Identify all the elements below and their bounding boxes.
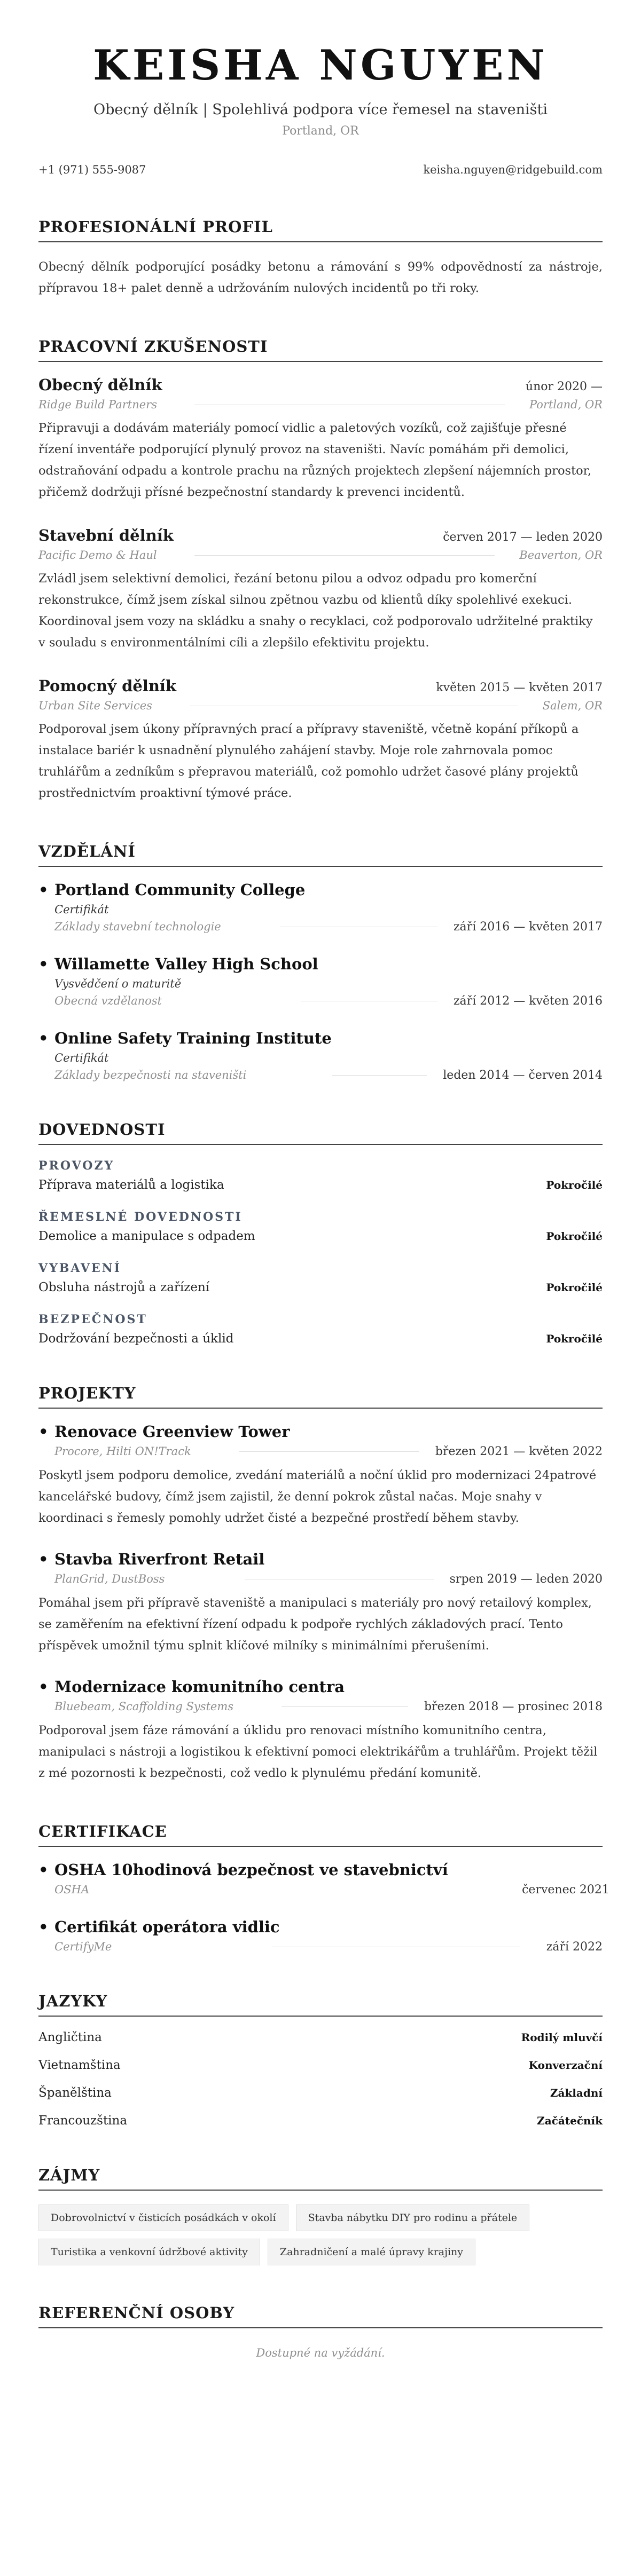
profile-text: Obecný dělník podporující posádky betonu a rámování s 99% odpovědností za nástroje, přípravou 18+ palet denně a udržováním nulových incidentů po tři roky.: [38, 259, 603, 295]
project-name: Renovace Greenview Tower: [54, 1422, 290, 1441]
education-dates: leden 2014 — červen 2014: [443, 1068, 603, 1082]
education-dates: září 2016 — květen 2017: [453, 920, 603, 934]
projects-section: [38, 1384, 603, 1784]
degree: Vysvědčení o maturitě: [54, 977, 182, 990]
education-entry: [38, 955, 603, 1008]
skill-row: [38, 1332, 603, 1346]
bullet-icon: •: [38, 1550, 49, 1568]
education-entry: [38, 881, 603, 934]
bullet-icon: •: [38, 1677, 49, 1696]
language-name: Angličtina: [38, 2030, 102, 2044]
leader-line: [239, 1451, 419, 1452]
job-title: Pomocný dělník: [38, 676, 177, 695]
job-company: Ridge Build Partners: [38, 398, 157, 411]
leader-line: [332, 1075, 427, 1076]
job-entry: [38, 526, 603, 653]
job-location: Portland, OR: [529, 398, 603, 411]
references-section: [38, 2304, 603, 2359]
section-title: PRACOVNÍ ZKUŠENOSTI: [38, 337, 603, 362]
skill-name: Obsluha nástrojů a zařízení: [38, 1280, 210, 1294]
project-description: Podporoval jsem fáze rámování a úklidu pro renovaci místního komunitního centra, manipulaci s nástroji a logistikou k efektivní pomoci elektrikářům a truhlářům. Projekt těžil z mé pozornosti k bezpečnosti, což vedlo k plynulému předání komunitě.: [38, 1723, 598, 1780]
skill-name: Dodržování bezpečnosti a úklid: [38, 1331, 234, 1346]
project-dates: srpen 2019 — leden 2020: [449, 1572, 603, 1586]
school-name: Online Safety Training Institute: [54, 1029, 332, 1047]
experience-section: [38, 337, 603, 804]
project-entry: [38, 1678, 603, 1784]
language-row: [38, 2086, 603, 2100]
education-dates: září 2012 — květen 2016: [453, 994, 603, 1008]
language-level: Začátečník: [537, 2114, 603, 2127]
school-name: Willamette Valley High School: [54, 954, 318, 973]
phone-number: +1 (971) 555-9087: [38, 163, 146, 176]
leader-line: [282, 1706, 408, 1707]
skill-name: Demolice a manipulace s odpadem: [38, 1229, 255, 1243]
profile-section: [38, 218, 603, 299]
project-tools: PlanGrid, DustBoss: [54, 1572, 165, 1585]
project-tools: Procore, Hilti ON!Track: [54, 1444, 191, 1458]
language-name: Francouzština: [38, 2113, 128, 2128]
language-row: [38, 2114, 603, 2128]
interest-tag: Zahradničení a malé úpravy krajiny: [268, 2239, 475, 2265]
job-dates: únor 2020 —: [525, 380, 603, 393]
job-dates: červen 2017 — leden 2020: [443, 530, 603, 544]
project-description: Pomáhal jsem při přípravě staveniště a manipulaci s materiály pro nový retailový komplex, se zaměřením na efektivní řízení odpadu k podpoře rychlých základových prací. Tento příspěvek umožnil týmu splnit klíčové milníky s minimálními přerušeními.: [38, 1595, 592, 1653]
project-name: Modernizace komunitního centra: [54, 1677, 345, 1696]
references-text: Dostupné na vyžádání.: [256, 2346, 385, 2359]
interest-tag: Stavba nábytku DIY pro rodinu a přátele: [296, 2204, 530, 2231]
language-name: Španělština: [38, 2085, 112, 2100]
skills-section: [38, 1120, 603, 1346]
bullet-icon: •: [38, 1029, 49, 1047]
certification-entry: [38, 1860, 609, 1897]
job-entry: [38, 376, 603, 503]
bullet-icon: •: [38, 954, 49, 973]
skill-category: VYBAVENÍ: [38, 1261, 122, 1275]
certification-name: Certifikát operátora vidlic: [54, 1917, 280, 1936]
job-description: Připravuji a dodávám materiály pomocí vidlic a paletových vozíků, což zajišťuje přesné řízení inventáře podporující plynulý provoz na staveništi. Navíc pomáhám při demolici, odstraňování odpadu a kontrole prachu na různých projektech zlepšení nájemních prostor, přičemž dodržuji přísné bezpečnostní standardy k prevenci incidentů.: [38, 421, 592, 499]
job-company: Urban Site Services: [38, 699, 152, 712]
degree: Certifikát: [54, 1051, 109, 1064]
field-of-study: Obecná vzdělanost: [54, 994, 162, 1007]
interests-section: [38, 2166, 603, 2265]
skill-row: [38, 1281, 603, 1294]
candidate-location: Portland, OR: [282, 124, 359, 138]
section-title: PROFESIONÁLNÍ PROFIL: [38, 218, 603, 242]
field-of-study: Základy bezpečnosti na staveništi: [54, 1068, 247, 1081]
certification-issuer: OSHA: [54, 1883, 90, 1896]
job-description: Zvládl jsem selektivní demolici, řezání betonu pilou a odvoz odpadu pro komerční rekonstrukce, čímž jsem získal silnou zpětnou vazbu od klientů díky spolehlivé exekuci. Koordinoval jsem vozy na skládku a snahy o recyklaci, což podporovalo udržitelné praktiky v souladu s environmentálními cíli a zlepšilo efektivitu projektu.: [38, 571, 593, 650]
certification-name: OSHA 10hodinová bezpečnost ve stavebnictví: [54, 1860, 448, 1879]
languages-section: [38, 1992, 603, 2128]
resume-header: [38, 42, 603, 138]
job-title: Stavební dělník: [38, 526, 174, 544]
education-entry: [38, 1029, 603, 1082]
candidate-tagline: Obecný dělník | Spolehlivá podpora více řemesel na staveništi: [93, 101, 548, 118]
skill-row: [38, 1229, 603, 1243]
language-row: [38, 2030, 603, 2044]
job-entry: [38, 677, 603, 804]
education-section: [38, 842, 603, 1082]
section-title: PROJEKTY: [38, 1384, 603, 1409]
bullet-icon: •: [38, 1860, 49, 1879]
section-title: DOVEDNOSTI: [38, 1120, 603, 1145]
skill-level: Pokročilé: [546, 1332, 603, 1345]
project-description: Poskytl jsem podporu demolice, zvedání materiálů a noční úklid pro modernizaci 24patrové kancelářské budovy, čímž jsem zajistil, že denní pokrok zůstal načas. Moje snahy v koordinaci s řemesly pomohly udržet čisté a bezpečné prostředí během stavby.: [38, 1468, 597, 1525]
interest-tags: [38, 2204, 603, 2265]
skill-category: PROVOZY: [38, 1158, 115, 1173]
skill-category: ŘEMESLNÉ DOVEDNOSTI: [38, 1210, 243, 1224]
section-title: VZDĚLÁNÍ: [38, 842, 603, 867]
project-name: Stavba Riverfront Retail: [54, 1550, 265, 1568]
certification-issuer: CertifyMe: [54, 1940, 112, 1953]
certification-entry: [38, 1918, 603, 1954]
language-level: Základní: [550, 2086, 603, 2099]
job-company: Pacific Demo & Haul: [38, 548, 157, 562]
degree: Certifikát: [54, 903, 109, 916]
interest-tag: Dobrovolnictví v čisticích posádkách v okolí: [38, 2204, 288, 2231]
contact-row: [38, 163, 603, 176]
job-title: Obecný dělník: [38, 375, 162, 394]
skill-level: Pokročilé: [546, 1281, 603, 1294]
language-level: Rodilý mluvčí: [521, 2030, 603, 2044]
job-location: Beaverton, OR: [519, 548, 603, 562]
field-of-study: Základy stavební technologie: [54, 920, 221, 933]
project-dates: březen 2021 — květen 2022: [435, 1444, 603, 1458]
skill-name: Příprava materiálů a logistika: [38, 1178, 224, 1192]
skill-level: Pokročilé: [546, 1178, 603, 1191]
candidate-name: KEISHA NGUYEN: [93, 41, 548, 90]
bullet-icon: •: [38, 880, 49, 899]
certification-date: červenec 2021: [522, 1883, 609, 1897]
certifications-section: [38, 1822, 609, 1954]
bullet-icon: •: [38, 1917, 49, 1936]
job-description: Podporoval jsem úkony přípravných prací a přípravy staveniště, včetně kopání příkopů a instalace bariér k usnadnění plynulého zahájení stavby. Moje role zahrnovala pomoc truhlářům a zedníkům s přepravou materiálů, což pomohlo udržet časové plány projektů prostřednictvím proaktivní týmové práce.: [38, 722, 579, 800]
skill-row: [38, 1178, 603, 1192]
section-title: CERTIFIKACE: [38, 1822, 603, 1847]
language-name: Vietnamština: [38, 2058, 121, 2072]
section-title: REFERENČNÍ OSOBY: [38, 2304, 603, 2328]
section-title: JAZYKY: [38, 1992, 603, 2017]
project-tools: Bluebeam, Scaffolding Systems: [54, 1700, 234, 1713]
project-entry: [38, 1423, 603, 1529]
job-dates: květen 2015 — květen 2017: [436, 681, 603, 694]
bullet-icon: •: [38, 1422, 49, 1441]
email-address: keisha.nguyen@ridgebuild.com: [423, 163, 603, 176]
section-title: ZÁJMY: [38, 2166, 603, 2191]
skill-category: BEZPEČNOST: [38, 1312, 147, 1326]
school-name: Portland Community College: [54, 880, 306, 899]
project-dates: březen 2018 — prosinec 2018: [424, 1700, 603, 1713]
skill-level: Pokročilé: [546, 1229, 603, 1243]
job-location: Salem, OR: [542, 699, 603, 712]
project-entry: [38, 1550, 603, 1656]
leader-line: [194, 555, 495, 556]
language-row: [38, 2058, 603, 2072]
language-level: Konverzační: [528, 2058, 603, 2072]
interest-tag: Turistika a venkovní údržbové aktivity: [38, 2239, 260, 2265]
certification-date: září 2022: [546, 1940, 603, 1954]
